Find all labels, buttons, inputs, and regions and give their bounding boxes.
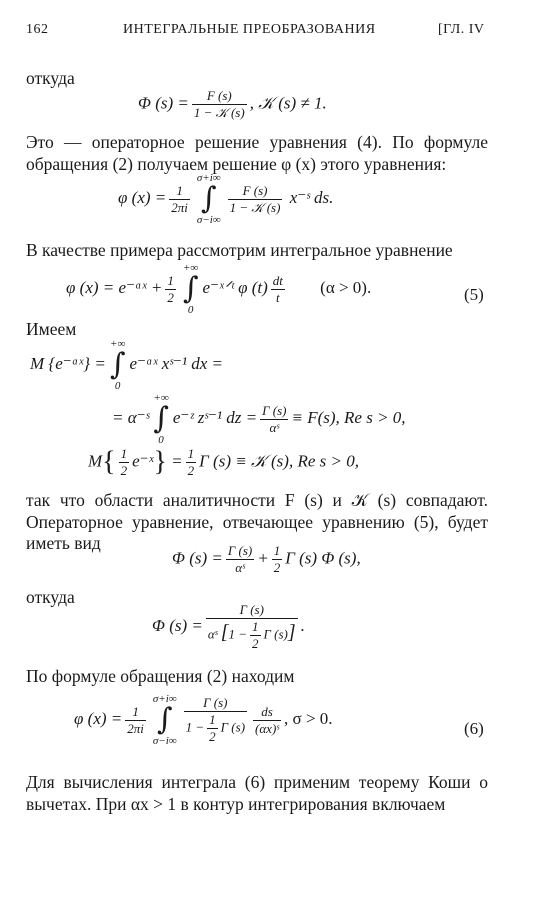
page-number: 162 [26, 22, 49, 37]
paragraph-otkuda-2: откуда [26, 587, 75, 607]
equation-number-6: (6) [464, 719, 484, 738]
formula-phi-solution: Φ (s) = Γ (s) αˢ [1 − $\frac{1}{2}$ Γ (s)] . [152, 602, 305, 651]
formula-phi-s: Φ (s) = $\frac{F (s)}{\text{1 − 𝒦 (s)}}$ , 𝒦 (s) ≠ 1. [138, 88, 327, 120]
formula-operator-equation: Φ (s) = $\frac{\Gamma (s)}{\text{αˢ}}$ + $\frac{1}{2}$ Γ (s) Φ (s), [172, 543, 361, 575]
running-title: ИНТЕГРАЛЬНЫЕ ПРЕОБРАЗОВАНИЯ [123, 22, 376, 37]
paragraph-inversion-find: По формуле обращения (2) находим [26, 666, 295, 686]
equation-number-5: (5) [464, 285, 484, 304]
formula-gamma: = α⁻ˢ +∞ ∫ 0 e⁻ᶻ zˢ⁻¹ dz = $\frac{\Gamma (s)}{\text{αˢ}}$ ≡ F(s), Re s > 0, [112, 392, 406, 446]
formula-integral-equation: φ (x) = e⁻ᵅˣ + $\frac{1}{2}$ +∞ ∫ 0 e⁻ˣᐟᵗ φ (t) $\frac{dt}{t}$ (α > 0). [66, 262, 372, 316]
formula-mellin-exp: M {e⁻ᵅˣ} = +∞ ∫ 0 e⁻ᵅˣ xˢ⁻¹ dx = [30, 338, 224, 392]
formula-inversion: φ (x) = $\frac{1}{2\pi i}$ σ+i∞ ∫ σ−i∞ $\frac{F (s)}{\text{1 − 𝒦 (s)}}$ x⁻ˢ ds. [118, 172, 334, 226]
paragraph-residues: Для вычисления интеграла (6) применим теорему Коши о вычетах. При αx > 1 в контур интегрирования включаем [26, 772, 488, 814]
paragraph-otkuda-1: откуда [26, 68, 75, 88]
paragraph-imeem: Имеем [26, 319, 77, 339]
paragraph-example: В качестве примера рассмотрим интегральное уравнение [26, 240, 453, 260]
formula-final-integral: φ (x) = $\frac{1}{2\pi i}$ σ+i∞ ∫ σ−i∞ Γ (s) 1 − $\frac{1}{2}$ Γ (s) $\frac{ds}{\text{(αx)ˢ}}$ , σ > 0. [74, 693, 333, 747]
paragraph-analyticity: так что области аналитичности F (s) и 𝒦 (s) совпадают. Операторное уравнение, отвечающее уравнению (5), будет иметь вид [26, 490, 488, 553]
chapter-label: [ГЛ. IV [438, 22, 485, 37]
formula-kernel-transform: M{ $\frac{1}{2}$ e⁻ˣ} = $\frac{1}{2}$ Γ (s) ≡ 𝒦 (s), Re s > 0, [88, 446, 359, 478]
paragraph-operator-solution: Это — операторное решение уравнения (4). По формуле обращения (2) получаем решение φ (x) этого уравнения: [26, 132, 488, 174]
